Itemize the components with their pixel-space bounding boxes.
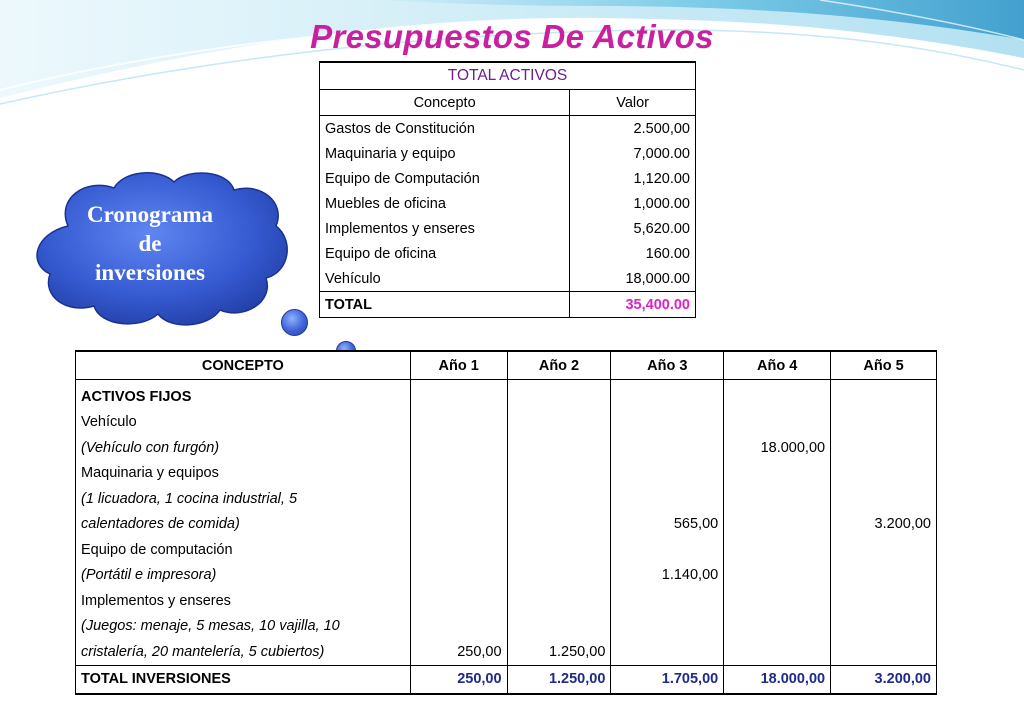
schedule-year-3-value (611, 435, 724, 461)
schedule-concept: Maquinaria y equipos (76, 461, 411, 487)
schedule-year-3-value: 565,00 (611, 512, 724, 538)
cloud-line-1: Cronograma (86, 202, 214, 227)
schedule-year-3-value (611, 614, 724, 640)
schedule-year-2-value (507, 537, 611, 563)
schedule-year-1-value (410, 563, 507, 589)
schedule-concept: (Portátil e impresora) (76, 563, 411, 589)
asset-value: 160.00 (570, 241, 696, 266)
page-title: Presupuestos De Activos (310, 18, 714, 55)
schedule-concept: ACTIVOS FIJOS (76, 380, 411, 410)
schedule-year-4-value (724, 486, 831, 512)
schedule-row (76, 614, 937, 640)
schedule-year-1-value (410, 435, 507, 461)
schedule-concept: Implementos y enseres (76, 588, 411, 614)
schedule-concept: (Vehículo con furgón) (76, 435, 411, 461)
schedule-header-row (76, 351, 937, 380)
asset-concept: Equipo de Computación (320, 166, 570, 191)
schedule-total-year-5: 3.200,00 (831, 665, 937, 694)
assets-total-label: TOTAL (320, 292, 570, 318)
asset-concept: Equipo de oficina (320, 241, 570, 266)
schedule-row (76, 410, 937, 436)
asset-concept: Muebles de oficina (320, 191, 570, 216)
schedule-year-1-value (410, 537, 507, 563)
schedule-row (76, 639, 937, 665)
schedule-year-3-value (611, 410, 724, 436)
thought-bubble-large (281, 309, 308, 336)
schedule-year-1-value (410, 588, 507, 614)
schedule-year-4-value (724, 563, 831, 589)
schedule-concept: calentadores de comida) (76, 512, 411, 538)
schedule-year-4-value (724, 410, 831, 436)
assets-row (320, 216, 696, 241)
col-year-2-header: Año 2 (507, 351, 611, 380)
schedule-year-1-value (410, 486, 507, 512)
schedule-year-2-value (507, 512, 611, 538)
asset-value: 1,000.00 (570, 191, 696, 216)
schedule-year-3-value (611, 639, 724, 665)
schedule-year-5-value (831, 410, 937, 436)
schedule-year-3-value (611, 461, 724, 487)
col-valor-header: Valor (570, 90, 696, 116)
total-assets-table (319, 61, 696, 318)
schedule-year-4-value (724, 461, 831, 487)
schedule-year-5-value (831, 461, 937, 487)
col-year-1-header: Año 1 (410, 351, 507, 380)
schedule-concept: Equipo de computación (76, 537, 411, 563)
schedule-total-row (76, 665, 937, 694)
assets-row (320, 141, 696, 166)
asset-value: 1,120.00 (570, 166, 696, 191)
schedule-year-5-value (831, 435, 937, 461)
schedule-year-3-value (611, 588, 724, 614)
schedule-concept: Vehículo (76, 410, 411, 436)
asset-concept: Implementos y enseres (320, 216, 570, 241)
schedule-year-1-value (410, 410, 507, 436)
schedule-row (76, 461, 937, 487)
schedule-concept: cristalería, 20 mantelería, 5 cubiertos) (76, 639, 411, 665)
schedule-row (76, 380, 937, 410)
schedule-year-4-value (724, 537, 831, 563)
schedule-year-2-value (507, 614, 611, 640)
cloud-line-3: inversiones (95, 260, 205, 285)
schedule-year-3-value: 1.140,00 (611, 563, 724, 589)
col-concepto-header: CONCEPTO (76, 351, 411, 380)
asset-concept: Gastos de Constitución (320, 116, 570, 142)
schedule-year-2-value (507, 486, 611, 512)
asset-concept: Vehículo (320, 266, 570, 292)
schedule-year-2-value (507, 435, 611, 461)
schedule-year-4-value (724, 614, 831, 640)
schedule-year-5-value (831, 614, 937, 640)
schedule-year-5-value (831, 563, 937, 589)
schedule-row (76, 563, 937, 589)
cloud-label (60, 200, 240, 287)
asset-concept: Maquinaria y equipo (320, 141, 570, 166)
assets-row (320, 116, 696, 142)
schedule-total-year-1: 250,00 (410, 665, 507, 694)
schedule-year-3-value (611, 537, 724, 563)
schedule-row (76, 512, 937, 538)
schedule-year-5-value (831, 380, 937, 410)
schedule-concept: (1 licuadora, 1 cocina industrial, 5 (76, 486, 411, 512)
asset-value: 2.500,00 (570, 116, 696, 142)
asset-value: 5,620.00 (570, 216, 696, 241)
schedule-year-1-value (410, 512, 507, 538)
assets-row (320, 166, 696, 191)
schedule-total-year-2: 1.250,00 (507, 665, 611, 694)
col-year-4-header: Año 4 (724, 351, 831, 380)
schedule-year-2-value (507, 410, 611, 436)
schedule-row (76, 435, 937, 461)
schedule-year-2-value: 1.250,00 (507, 639, 611, 665)
assets-row (320, 191, 696, 216)
col-concepto-header: Concepto (320, 90, 570, 116)
cloud-line-2: de (138, 231, 162, 256)
schedule-year-2-value (507, 563, 611, 589)
asset-value: 7,000.00 (570, 141, 696, 166)
schedule-year-2-value (507, 380, 611, 410)
schedule-year-1-value (410, 380, 507, 410)
schedule-total-year-3: 1.705,00 (611, 665, 724, 694)
schedule-year-2-value (507, 461, 611, 487)
schedule-year-4-value (724, 639, 831, 665)
schedule-year-5-value: 3.200,00 (831, 512, 937, 538)
schedule-row (76, 537, 937, 563)
assets-row (320, 241, 696, 266)
schedule-year-3-value (611, 380, 724, 410)
schedule-total-year-4: 18.000,00 (724, 665, 831, 694)
schedule-year-1-value (410, 461, 507, 487)
schedule-row (76, 486, 937, 512)
col-year-3-header: Año 3 (611, 351, 724, 380)
assets-rows (320, 116, 696, 292)
schedule-year-5-value (831, 537, 937, 563)
schedule-year-2-value (507, 588, 611, 614)
schedule-year-1-value: 250,00 (410, 639, 507, 665)
schedule-concept: (Juegos: menaje, 5 mesas, 10 vajilla, 10 (76, 614, 411, 640)
schedule-year-3-value (611, 486, 724, 512)
schedule-year-4-value (724, 588, 831, 614)
schedule-year-1-value (410, 614, 507, 640)
schedule-total-label: TOTAL INVERSIONES (76, 665, 411, 694)
schedule-year-4-value (724, 512, 831, 538)
schedule-rows (76, 380, 937, 694)
schedule-year-5-value (831, 486, 937, 512)
schedule-year-4-value (724, 380, 831, 410)
col-year-5-header: Año 5 (831, 351, 937, 380)
asset-value: 18,000.00 (570, 266, 696, 292)
schedule-row (76, 588, 937, 614)
assets-table-title: TOTAL ACTIVOS (320, 62, 696, 90)
assets-row (320, 266, 696, 292)
schedule-year-4-value: 18.000,00 (724, 435, 831, 461)
schedule-year-5-value (831, 639, 937, 665)
schedule-year-5-value (831, 588, 937, 614)
assets-total-value: 35,400.00 (570, 292, 696, 318)
investment-schedule-table (75, 350, 937, 695)
